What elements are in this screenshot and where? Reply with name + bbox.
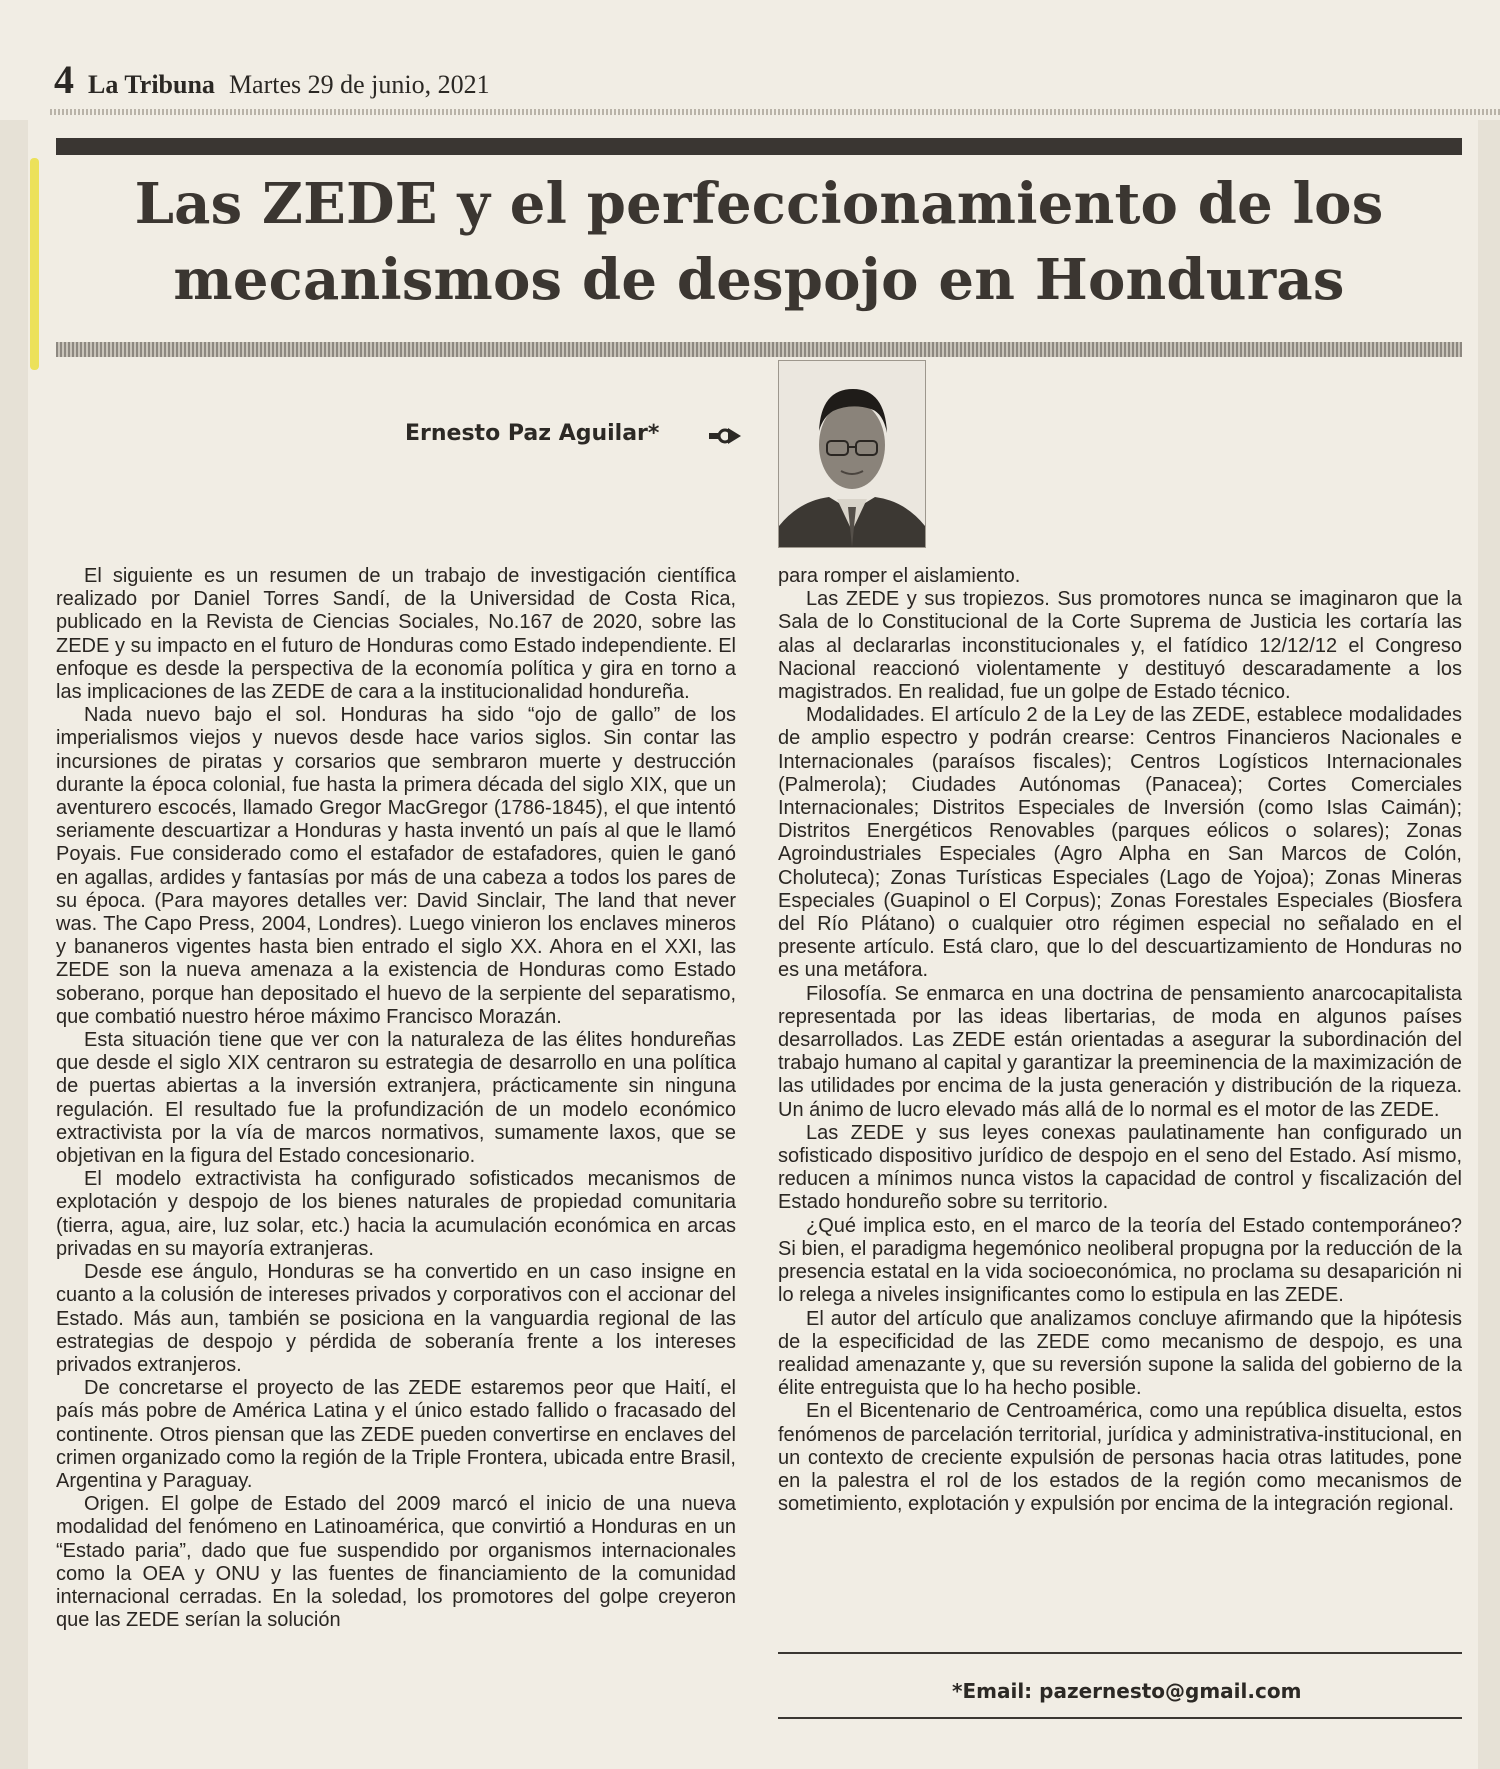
article-paragraph: Modalidades. El artículo 2 de la Ley de las ZEDE, establece modalidades de amplio espectro y podrán crearse: Centros Financieros Nacionales e Internacionales (paraísos fiscales); Centros Logísticos Internacionales (Palmerola); Ciudades Autónomas (Panacea); Cortes Comerciales Internacionales; Distritos Especiales de Inversión (como Islas Caimán); Distritos Energéticos Renovables (parques eólicos o solares); Zonas Agroindustriales Especiales (Agro Alpha en San Marcos de Colón, Choluteca); Zonas Turísticas Especiales (Lago de Yojoa); Zonas Mineras Especiales (Guapinol o El Corpus); Zonas Forestales Especiales (Biosfera del Río Plátano) o cualquier otro régimen especial no señalado en el presente artículo. Está claro, que lo del descuartizamiento de Honduras no es una metáfora. bbox=[778, 704, 1462, 982]
bleed-through-right bbox=[1478, 120, 1500, 1769]
author-portrait-icon bbox=[779, 361, 925, 547]
page-number: 4 bbox=[54, 57, 74, 102]
article-paragraph: De concretarse el proyecto de las ZEDE estaremos peor que Haití, el país más pobre de América Latina y el único estado fallido o fracasado del continente. Otros piensan que las ZEDE pueden convertirse en enclaves del crimen organizado como la región de la Triple Frontera, ubicada entre Brasil, Argentina y Paraguay. bbox=[56, 1377, 736, 1492]
email-bottom-rule bbox=[778, 1717, 1462, 1719]
newspaper-name: La Tribuna bbox=[88, 70, 215, 99]
bleed-through-left bbox=[0, 120, 28, 1769]
arrow-bullet-icon bbox=[708, 425, 742, 447]
author-email: *Email: pazernesto@gmail.com bbox=[952, 1679, 1302, 1703]
article-column-right bbox=[778, 565, 1462, 1516]
author-photo bbox=[778, 360, 926, 548]
article-paragraph: Las ZEDE y sus leyes conexas paulatinamente han configurado un sofisticado dispositivo jurídico de despojo en el seno del Estado. Así mismo, reducen a mínimos nunca vistos la capacidad de control y fiscalización del Estado hondureño sobre su territorio. bbox=[778, 1121, 1462, 1214]
article-paragraph: El siguiente es un resumen de un trabajo de investigación científica realizado por Daniel Torres Sandí, de la Universidad de Costa Rica, publicado en la Revista de Ciencias Sociales, No.167 de 2020, sobre las ZEDE y su impacto en el futuro de Honduras como Estado independiente. El enfoque es desde la perspectiva de la economía política y gira en torno a las implicaciones de las ZEDE de cara a la institucionalidad hondureña. bbox=[56, 565, 736, 704]
email-top-rule bbox=[778, 1652, 1462, 1654]
author-byline: Ernesto Paz Aguilar* bbox=[405, 421, 660, 446]
article-paragraph: Filosofía. Se enmarca en una doctrina de pensamiento anarcocapitalista representada por las ideas libertarias, de moda en algunos países desarrollados. Las ZEDE están orientadas a asegurar la subordinación del trabajo humano al capital y garantizar la preeminencia de la maximización de las utilidades por encima de la justa generación y distribución de la riqueza. Un ánimo de lucro elevado más allá de lo normal es el motor de las ZEDE. bbox=[778, 982, 1462, 1121]
article-headline bbox=[56, 166, 1462, 318]
article-paragraph: Origen. El golpe de Estado del 2009 marcó el inicio de una nueva modalidad del fenómeno en Latinoamérica, que convirtió a Honduras en un “Estado paria”, dado que fue suspendido por organismos internacionales como la OEA y ONU y las fuentes de financiamiento de la comunidad internacional cerradas. En la soledad, los promotores del golpe creyeron que las ZEDE serían la solución bbox=[56, 1493, 736, 1632]
headline-line-1: Las ZEDE y el perfeccionamiento de los bbox=[134, 171, 1384, 237]
masthead-rule bbox=[50, 109, 1500, 115]
paragraph-continuation: para romper el aislamiento. bbox=[778, 565, 1021, 587]
article-paragraph: El modelo extractivista ha configurado sofisticados mecanismos de explotación y despojo de los bienes naturales de propiedad comunitaria (tierra, agua, aire, luz solar, etc.) hacia la acumulación económica en arcas privadas en su mayoría extranjeras. bbox=[56, 1168, 736, 1260]
headline-line-2: mecanismos de despojo en Honduras bbox=[173, 247, 1345, 313]
issue-date: Martes 29 de junio, 2021 bbox=[228, 70, 490, 99]
masthead bbox=[54, 56, 490, 100]
article-column-left bbox=[56, 565, 736, 1632]
article-paragraph: Desde ese ángulo, Honduras se ha convertido en un caso insigne en cuanto a la colusión de intereses privados y corporativos con el accionar del Estado. Más aun, también se posiciona en la vanguardia regional de las estrategias de despojo y pérdida de soberanía frente a los intereses privados extranjeros. bbox=[56, 1261, 736, 1376]
highlighter-mark bbox=[30, 158, 39, 370]
headline-top-bar bbox=[56, 138, 1462, 155]
article-paragraph: El autor del artículo que analizamos concluye afirmando que la hipótesis de la especificidad de las ZEDE como mecanismo de despojo, es una realidad amenazante y, que su reversión supone la salida del gobierno de la élite entreguista que lo ha hecho posible. bbox=[778, 1307, 1462, 1400]
article-paragraph: Las ZEDE y sus tropiezos. Sus promotores nunca se imaginaron que la Sala de lo Constitucional de la Corte Suprema de Justicia les cortaría las alas al declararlas inconstitucionales y, el fatídico 12/12/12 el Congreso Nacional reaccionó violentamente y destituyó descaradamente a los magistrados. En realidad, fue un golpe de Estado técnico. bbox=[778, 588, 1462, 704]
article-paragraph: Esta situación tiene que ver con la naturaleza de las élites hondureñas que desde el siglo XIX centraron su estrategia de desarrollo en una política de puertas abiertas a la inversión extranjera, prácticamente sin ninguna regulación. El resultado fue la profundización de un modelo económico extractivista por la vía de marcos normativos, sumamente laxos, que se objetivan en la figura del Estado concesionario. bbox=[56, 1029, 736, 1168]
article-paragraph: Nada nuevo bajo el sol. Honduras ha sido “ojo de gallo” de los imperialismos viejos y nuevos desde hace varios siglos. Sin contar las incursiones de piratas y corsarios que sembraron muerte y destrucción durante la época colonial, fue hasta la primera década del siglo XIX, que un aventurero escocés, llamado Gregor MacGregor (1786-1845), el que intentó seriamente descuartizar a Honduras y hasta inventó un país al que le llamó Poyais. Fue considerado como el estafador de estafadores, quien le ganó en agallas, ardides y fantasías por más de una cabeza a todos los pares de su época. (Para mayores detalles ver: David Sinclair, The land that never was. The Capo Press, 2004, Londres). Luego vinieron los enclaves mineros y bananeros vigentes hasta bien entrado el siglo XX. Ahora en el XXI, las ZEDE son la nueva amenaza a la existencia de Honduras como Estado soberano, porque han depositado el huevo de la serpiente del separatismo, que combatió nuestro héroe máximo Francisco Morazán. bbox=[56, 704, 736, 1028]
article-paragraph: En el Bicentenario de Centroamérica, como una república disuelta, estos fenómenos de parcelación territorial, jurídica y administrativa-institucional, en un contexto de creciente expulsión de personas hacia otras latitudes, pone en la palestra el rol de los estados de la región como mecanismos de sometimiento, explotación y expulsión por encima de la integración regional. bbox=[778, 1400, 1462, 1516]
article-paragraph: ¿Qué implica esto, en el marco de la teoría del Estado contemporáneo? Si bien, el paradigma hegemónico neoliberal propugna por la reducción de la presencia estatal en la vida socioeconómica, no proclama su desaparición ni lo relega a niveles insignificantes como lo estipula en las ZEDE. bbox=[778, 1214, 1462, 1307]
headline-bottom-bar bbox=[56, 342, 1462, 357]
